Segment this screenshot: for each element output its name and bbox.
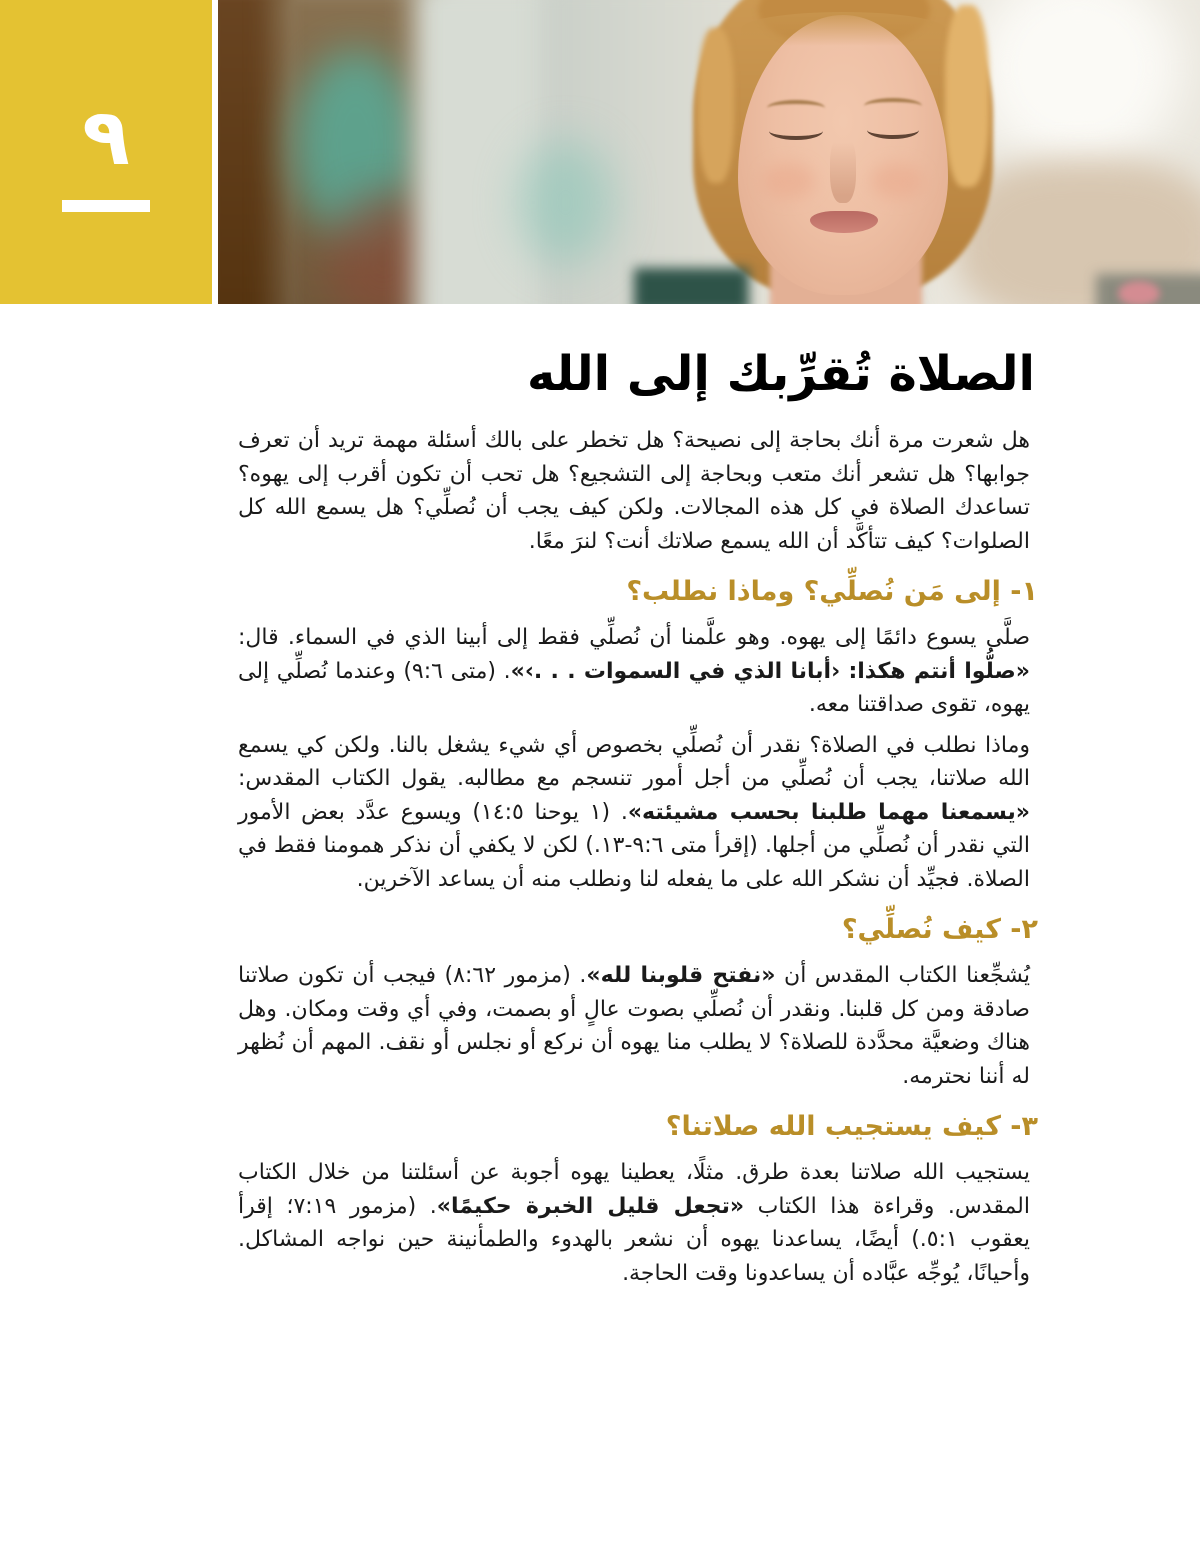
- section-1-paragraph-2: وماذا نطلب في الصلاة؟ نقدر أن نُصلِّي بخصوص أي شيء يشغل بالنا. ولكن كي يسمع الله صلاتنا، يجب أن نُصلِّي من أجل أمور تنسجم مع مطالبه. يقول الكتاب المقدس: «يسمعنا مهما طلبنا بحسب مشيئته». (١ يوحنا ٥:‏١٤) ويسوع عدَّد بعض الأمور التي نقدر أن نُصلِّي من أجلها. (إقرأ متى ٦:‏٩-‏١٣.) لكن لا يكفي أن نذكر همومنا فقط في الصلاة. فجيِّد أن نشكر الله على ما يفعله لنا ونطلب منه أن يساعد الآخرين.: [238, 732, 1030, 892]
- section-1-paragraph-1: صلَّى يسوع دائمًا إلى يهوه. وهو علَّمنا أن نُصلِّي فقط إلى أبينا الذي في السماء. قال: «صلُّوا أنتم هكذا: ‹أبانا الذي في السموات . . .‏›». (متى ٦:‏٩) وعندما نُصلِّي إلى يهوه، تقوى صداقتنا معه.: [238, 625, 1030, 717]
- section-heading-1: ١- إلى مَن نُصلِّي؟ وماذا نطلب؟: [626, 576, 1038, 607]
- section-heading-3: ٣- كيف يستجيب الله صلاتنا؟: [665, 1111, 1038, 1142]
- woman-hair-strand-right: [945, 5, 989, 187]
- woman-hair-strand-left: [698, 28, 734, 183]
- woman-hairline: [741, 12, 945, 46]
- header-photo-woman-praying: [218, 0, 1200, 304]
- woman-nose: [830, 135, 856, 203]
- intro-paragraph: هل شعرت مرة أنك بحاجة إلى نصيحة؟ هل تخطر على بالك أسئلة مهمة تريد أن تعرف جوابها؟ هل تشعر أنك متعب وبحاجة إلى التشجيع؟ هل تحب أن تكون أقرب إلى يهوه؟ تساعدك الصلاة في كل هذه المجالات. ولكن كيف يجب أن نُصلِّي؟ هل يسمع الله كل الصلوات؟ كيف تتأكَّد أن الله يسمع صلاتك أنت؟ لنرَ معًا.: [238, 428, 1030, 554]
- section-2-paragraph-1: يُشجِّعنا الكتاب المقدس أن «نفتح قلوبنا لله». (مزمور ٦٢:‏٨) فيجب أن تكون صلاتنا صادقة ومن كل قلبنا. ونقدر أن نُصلِّي بصوت عالٍ أو بصمت، وفي أي وقت ومكان. وهل هناك وضعيَّة محدَّدة للصلاة؟ لا يطلب منا يهوه أن نركع أو نجلس أو نقف. المهم أن نُظهر له أننا نحترمه.: [238, 963, 1031, 1089]
- page-number: ٩: [82, 93, 130, 183]
- lesson-article: [0, 304, 1200, 1297]
- page-header: [0, 0, 1200, 304]
- page-number-underline: [62, 200, 150, 212]
- woman-closed-eye-left: [769, 122, 823, 140]
- article-body: [238, 424, 1038, 1290]
- article-title: الصلاة تُقرِّبك إلى الله: [526, 346, 1035, 402]
- woman-floral-pattern: [1118, 281, 1160, 304]
- section-3-paragraph-1: يستجيب الله صلاتنا بعدة طرق. مثلًا، يعطينا يهوه أجوبة عن أسئلتنا من خلال الكتاب المقدس. وقراءة هذا الكتاب «تجعل قليل الخبرة حكيمًا». (مزمور ١٩:‏٧؛ إقرأ يعقوب ١:‏٥.) أيضًا، يساعدنا يهوه أن نشعر بالهدوء والطمأنينة حين نواجه المشاكل. وأحيانًا، يُوجِّه عبَّاده أن يساعدونا وقت الحاجة.: [238, 1160, 1031, 1286]
- woman-eyebrow-left: [767, 100, 825, 116]
- woman-eyebrow-right: [864, 98, 922, 114]
- page-number-block: [0, 0, 212, 304]
- woman-cheek-left: [763, 163, 815, 199]
- photo-teal-accent-blur: [518, 140, 613, 265]
- section-heading-2: ٢- كيف نُصلِّي؟: [841, 914, 1038, 945]
- woman-cheek-right: [871, 163, 923, 199]
- woman-shoulder-garment-left: [634, 268, 749, 304]
- woman-closed-eye-right: [867, 121, 919, 139]
